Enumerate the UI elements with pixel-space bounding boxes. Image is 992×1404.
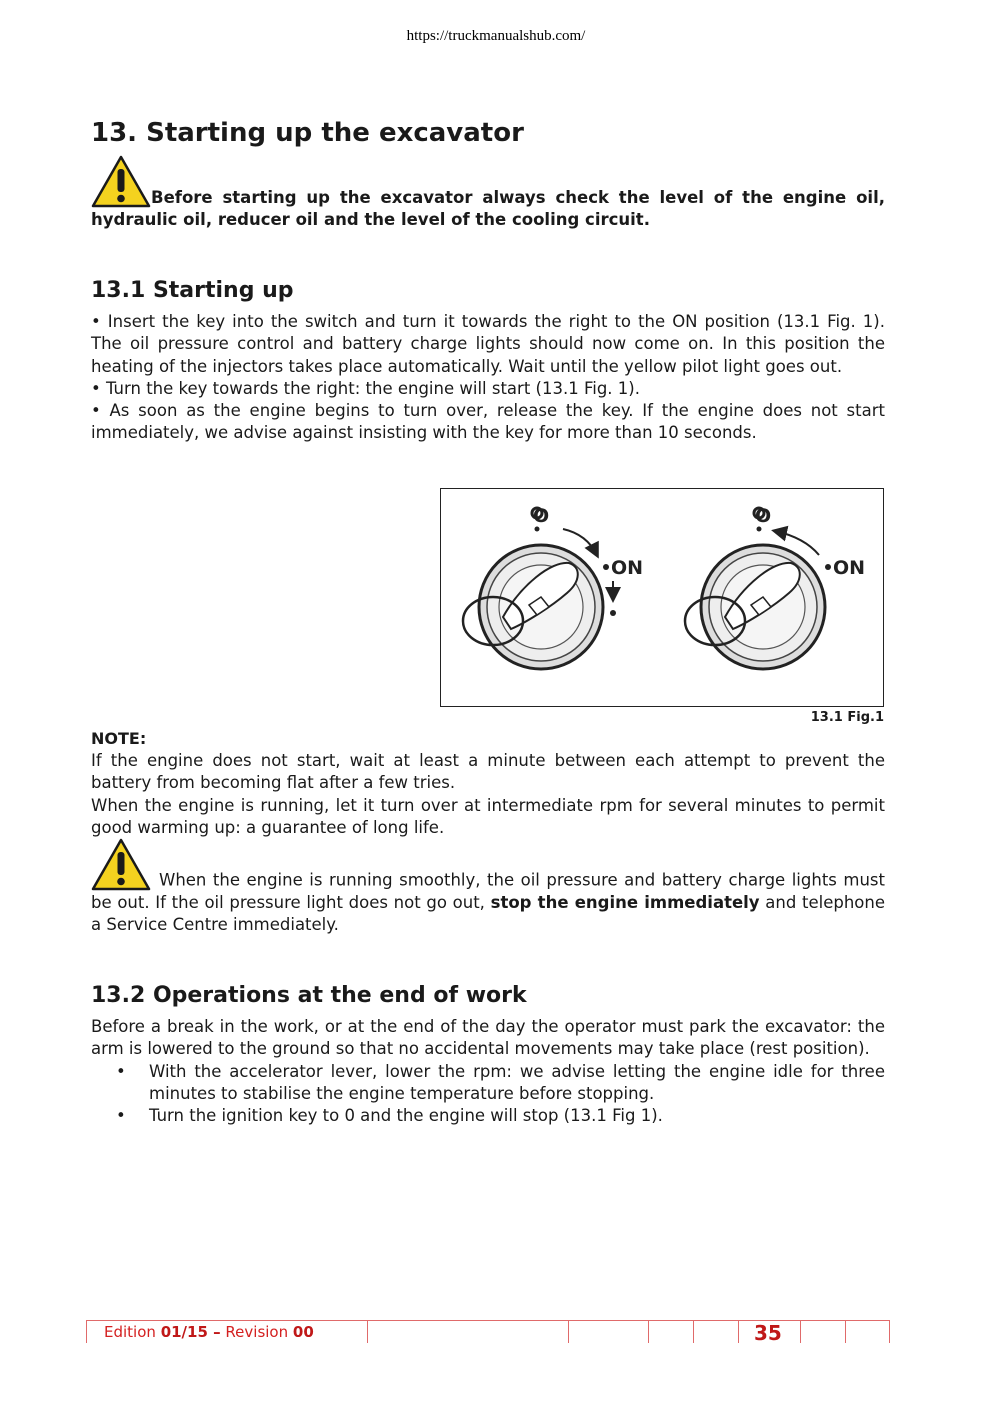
note-text	[91, 750, 885, 839]
footer-divider	[367, 1321, 368, 1343]
edition-info: Edition 01/15 – Revision 00	[104, 1323, 314, 1341]
warning-emphasis: stop the engine immediately	[490, 893, 760, 912]
paragraph: • Insert the key into the switch and turn it towards the right to the ON position (13.1 Fig. 1). The oil pressure control and battery charge lights should now come on. In this position the heating of the injectors takes place automatically. Wait until the yellow pilot light goes out.	[91, 312, 885, 376]
section-heading-end-of-work: 13.2 Operations at the end of work	[91, 983, 527, 1008]
label-off-left: O	[533, 505, 550, 527]
paragraph: • Turn the key towards the right: the engine will start (13.1 Fig. 1).	[91, 378, 640, 398]
footer-divider	[568, 1321, 569, 1343]
footer-divider	[889, 1321, 890, 1343]
footer-divider	[86, 1321, 87, 1343]
warning-text: When the engine is running smoothly, the oil pressure and battery charge lights must be out. If the oil pressure light does not go out, stop the engine immediately and telephone a Service Centre immediately.	[91, 838, 885, 937]
note-title: NOTE:	[91, 729, 147, 748]
footer-divider	[693, 1321, 694, 1343]
footer-divider	[738, 1321, 739, 1343]
warning1-text: Before starting up the excavator always check the level of the engine oil, hydraulic oil, reducer oil and the level of the cooling circuit.	[91, 188, 885, 229]
page-title: 13. Starting up the excavator	[91, 118, 524, 148]
section-heading-starting-up: 13.1 Starting up	[91, 278, 294, 303]
warning-block-engine-lights	[91, 838, 885, 937]
source-url: https://truckmanualshub.com/	[406, 28, 586, 44]
warning-text	[91, 155, 885, 231]
page-footer	[86, 1320, 890, 1343]
end-of-work-text	[91, 1016, 885, 1127]
page-number: 35	[754, 1321, 782, 1345]
label-on-left: ON	[611, 557, 644, 579]
paragraph: When the engine is running, let it turn over at intermediate rpm for several minutes to permit good warming up: a guarantee of long life.	[91, 795, 885, 837]
warning-triangle-icon	[91, 838, 151, 892]
list-item: • Turn the ignition key to 0 and the engine will stop (13.1 Fig 1).	[116, 1106, 663, 1126]
ignition-switch-diagram	[441, 489, 882, 705]
paragraph: • As soon as the engine begins to turn over, release the key. If the engine does not start immediately, we advise against insisting with the key for more than 10 seconds.	[91, 401, 885, 443]
footer-divider	[845, 1321, 846, 1343]
end-of-work-list	[91, 1061, 885, 1128]
paragraph: If the engine does not start, wait at least a minute between each attempt to prevent the battery from becoming flat after a few tries.	[91, 751, 885, 793]
starting-up-instructions	[91, 311, 885, 445]
warning-block-oil-levels	[91, 155, 885, 231]
footer-divider	[648, 1321, 649, 1343]
ignition-switch-left	[463, 508, 616, 669]
label-on-right: ON	[833, 557, 866, 579]
list-item: • With the accelerator lever, lower the rpm: we advise letting the engine idle for three minutes to stabilise the engine temperature before stopping.	[116, 1061, 885, 1103]
label-off-right: O	[755, 505, 772, 527]
paragraph: Before a break in the work, or at the end of the day the operator must park the excavator: the arm is lowered to the ground so that no accidental movements may take place (rest position).	[91, 1017, 885, 1059]
ignition-switch-right	[685, 508, 831, 669]
ignition-key-figure	[440, 488, 884, 707]
footer-divider	[800, 1321, 801, 1343]
figure-caption: 13.1 Fig.1	[810, 710, 884, 725]
warning-triangle-icon	[91, 155, 151, 209]
